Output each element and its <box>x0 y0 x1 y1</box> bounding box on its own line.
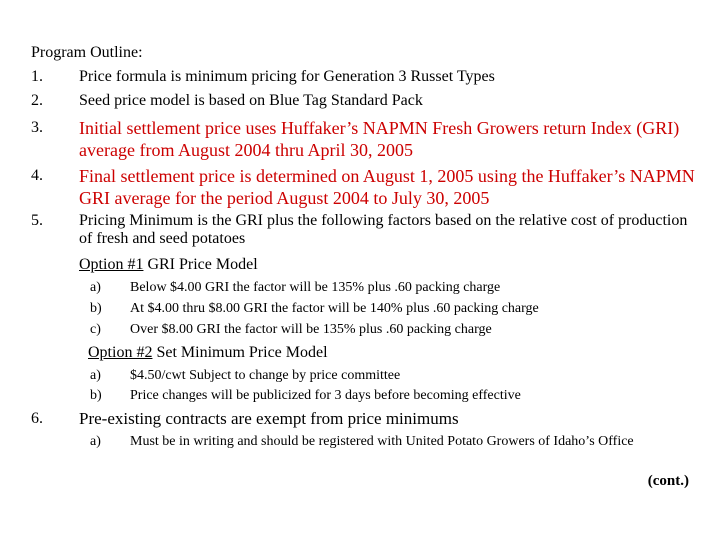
item-number: 1. <box>31 68 43 85</box>
sub-text: Must be in writing and should be registered with United Potato Growers of Idaho’s Office <box>130 434 634 449</box>
sub-letter: c) <box>90 322 101 337</box>
option-1-title: GRI Price Model <box>143 256 258 273</box>
continued-label: (cont.) <box>647 473 689 489</box>
option-1-label: Option #1 <box>79 256 144 273</box>
sub-letter: a) <box>90 280 101 295</box>
sub-text: Over $8.00 GRI the factor will be 135% plus .60 packing charge <box>130 322 492 337</box>
item-text: Final settlement price is determined on August 1, 2005 using the Huffaker’s NAPMN GRI average for the period August 2004 to July 30, 2005 <box>79 166 695 208</box>
item-text: Price formula is minimum pricing for Generation 3 Russet Types <box>79 68 495 85</box>
option-2-heading <box>88 344 328 362</box>
option-2-label: Option #2 <box>88 344 153 361</box>
option-1-heading <box>79 256 258 274</box>
item-text: Seed price model is based on Blue Tag Standard Pack <box>79 92 423 109</box>
item-number: 6. <box>31 410 43 427</box>
program-outline-heading: Program Outline: <box>31 44 143 61</box>
sub-letter: a) <box>90 368 101 383</box>
option-2-title: Set Minimum Price Model <box>152 344 328 361</box>
sub-text: $4.50/cwt Subject to change by price committee <box>130 368 401 383</box>
item-number: 4. <box>31 167 43 184</box>
sub-text: Price changes will be publicized for 3 days before becoming effective <box>130 388 521 403</box>
sub-letter: a) <box>90 434 101 449</box>
item-number: 3. <box>31 119 43 136</box>
sub-letter: b) <box>90 388 102 403</box>
item-number: 2. <box>31 92 43 109</box>
item-text: Pricing Minimum is the GRI plus the following factors based on the relative cost of production of fresh and seed potatoes <box>79 212 688 247</box>
item-text: Initial settlement price uses Huffaker’s NAPMN Fresh Growers return Index (GRI) average from August 2004 thru April 30, 2005 <box>79 118 680 160</box>
item-text: Pre-existing contracts are exempt from price minimums <box>79 409 459 428</box>
sub-text: At $4.00 thru $8.00 GRI the factor will be 140% plus .60 packing charge <box>130 301 539 316</box>
sub-letter: b) <box>90 301 102 316</box>
sub-text: Below $4.00 GRI the factor will be 135% plus .60 packing charge <box>130 280 501 295</box>
item-number: 5. <box>31 212 43 229</box>
